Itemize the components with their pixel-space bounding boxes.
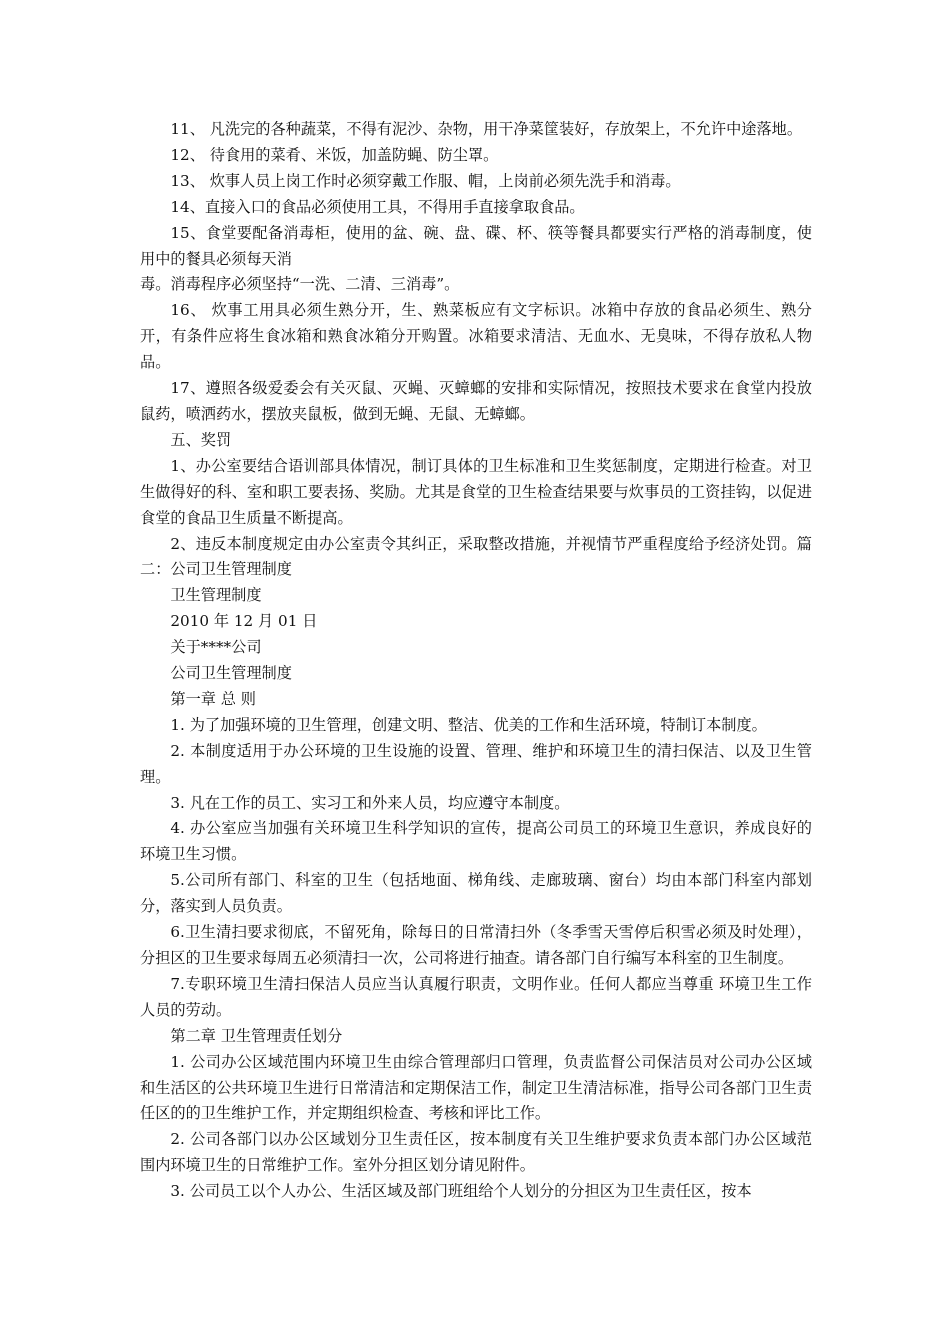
document-date: 2010 年 12 月 01 日 xyxy=(170,612,318,631)
chapter1-item-3: 3. 凡在工作的员工、实习工和外来人员，均应遵守本制度。 xyxy=(170,793,570,812)
paragraph-rewards-1: 1、办公室要结合语训部具体情况，制订具体的卫生标准和卫生奖惩制度，定期进行检查。对卫生做得好的科、室和职工要表扬、奖励。尤其是食堂的卫生检查结果要与炊事员的工资挂钩，以促进食堂的食品卫生质量不断提高。 xyxy=(140,456,812,527)
chapter-heading-2: 第二章 卫生管理责任划分 xyxy=(170,1026,343,1045)
chapter1-item-5: 5.公司所有部门、科室的卫生（包括地面、梯角线、走廊玻璃、窗台）均由本部门科室内部划分，落实到人员负责。 xyxy=(140,871,812,916)
section-heading-rewards: 五、奖罚 xyxy=(170,430,232,449)
paragraph-item-12: 12、 待食用的菜肴、米饭，加盖防蝇、防尘罩。 xyxy=(170,145,499,164)
chapter1-item-4: 4. 办公室应当加强有关环境卫生科学知识的宣传，提高公司员工的环境卫生意识，养成良好的环境卫生习惯。 xyxy=(140,819,812,864)
chapter2-item-3: 3. 公司员工以个人办公、生活区域及部门班组给个人划分的分担区为卫生责任区，按本 xyxy=(170,1182,752,1201)
paragraph-rewards-2: 2、违反本制度规定由办公室责令其纠正，采取整改措施，并视情节严重程度给予经济处罚。篇二：公司卫生管理制度 xyxy=(140,534,812,579)
chapter1-item-1: 1. 为了加强环境的卫生管理，创建文明、整洁、优美的工作和生活环境，特制订本制度。 xyxy=(170,715,767,734)
chapter-heading-1: 第一章 总 则 xyxy=(170,689,256,708)
document-page xyxy=(140,117,812,1205)
chapter2-item-2: 2. 公司各部门以办公区域划分卫生责任区，按本制度有关卫生维护要求负责本部门办公区域范围内环境卫生的日常维护工作。室外分担区划分请见附件。 xyxy=(140,1130,812,1175)
document-title: 卫生管理制度 xyxy=(170,586,262,605)
paragraph-item-15: 15、食堂要配备消毒柜，使用的盆、碗、盘、碟、杯、筷等餐具都要实行严格的消毒制度，使用中的餐具必须每天消 xyxy=(140,223,812,268)
paragraph-item-17: 17、遵照各级爱委会有关灭鼠、灭蝇、灭蟑螂的安排和实际情况，按照技术要求在食堂内投放鼠药，喷洒药水，摆放夹鼠板，做到无蝇、无鼠、无蟑螂。 xyxy=(140,379,812,423)
paragraph-item-14: 14、直接入口的食品必须使用工具，不得用手直接拿取食品。 xyxy=(170,197,585,216)
document-subtitle: 公司卫生管理制度 xyxy=(170,664,292,683)
paragraph-item-11: 11、 凡洗完的各种蔬菜，不得有泥沙、杂物，用干净菜筐装好，存放架上，不允许中途落地。 xyxy=(170,120,803,138)
chapter2-item-1: 1. 公司办公区域范围内环境卫生由综合管理部归口管理，负责监督公司保洁员对公司办公区域和生活区的公共环境卫生进行日常清洁和定期保洁工作，制定卫生清洁标准，指导公司各部门卫生责任区的的卫生维护工作，并定期组织检查、考核和评比工作。 xyxy=(140,1052,812,1123)
paragraph-item-16: 16、 炊事工用具必须生熟分开，生、熟菜板应有文字标识。冰箱中存放的食品必须生、熟分开，有条件应将生食冰箱和熟食冰箱分开购置。冰箱要求清洁、无血水、无臭味，不得存放私人物品。 xyxy=(140,301,812,372)
chapter1-item-7: 7.专职环境卫生清扫保洁人员应当认真履行职责，文明作业。任何人都应当尊重 环境卫生工作人员的劳动。 xyxy=(140,974,812,1019)
company-line: 关于****公司 xyxy=(170,638,262,657)
paragraph-item-15-continued: 毒。消毒程序必须坚持“一洗、二清、三消毒”。 xyxy=(140,275,460,294)
chapter1-item-2: 2. 本制度适用于办公环境的卫生设施的设置、管理、维护和环境卫生的清扫保洁、以及卫生管理。 xyxy=(140,741,812,786)
paragraph-item-13: 13、 炊事人员上岗工作时必须穿戴工作服、帽，上岗前必须先洗手和消毒。 xyxy=(170,171,681,190)
chapter1-item-6: 6.卫生清扫要求彻底，不留死角，除每日的日常清扫外（冬季雪天雪停后积雪必须及时处理），分担区的卫生要求每周五必须清扫一次，公司将进行抽查。请各部门自行编写本科室的卫生制度。 xyxy=(140,923,812,967)
